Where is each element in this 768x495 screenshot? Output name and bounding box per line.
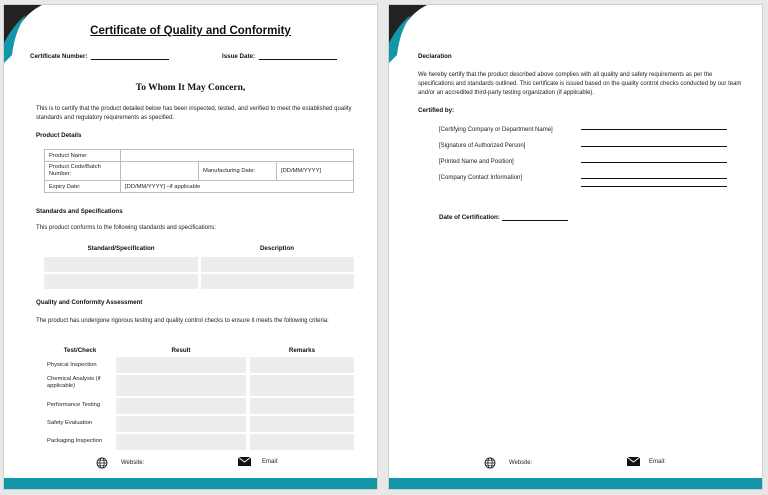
qa-result-cell[interactable] bbox=[116, 416, 246, 432]
declaration-text: We hereby certify that the product described above complies with all quality and safety requirements as per the specifications and standards outlined. This certificate is issued based on the quality control checks conducted by our team and/or an accredited third-party testing organization (if applicable). bbox=[418, 72, 742, 96]
expiry-date-label: Expiry Date: bbox=[45, 181, 121, 193]
issue-date-field bbox=[222, 52, 337, 60]
standards-col-description: Description bbox=[259, 245, 295, 252]
qa-heading: Quality and Conformity Assessment bbox=[36, 299, 143, 306]
qa-result-cell[interactable] bbox=[116, 398, 246, 414]
issue-date-line[interactable] bbox=[259, 52, 337, 60]
page-footer bbox=[4, 457, 377, 471]
email-label: Email: bbox=[262, 458, 279, 465]
date-of-certification-field bbox=[439, 213, 568, 221]
product-code-value[interactable] bbox=[121, 162, 199, 181]
qa-row bbox=[44, 375, 354, 396]
printed-name-line[interactable] bbox=[581, 162, 727, 163]
standards-cell[interactable] bbox=[44, 274, 198, 289]
footer-website bbox=[484, 457, 532, 469]
certificate-page-1 bbox=[3, 4, 378, 490]
issue-date-label: Issue Date: bbox=[222, 53, 256, 60]
qa-row-label: Safety Evaluation bbox=[47, 420, 93, 426]
product-code-label: Product Code/Batch Number: bbox=[45, 162, 121, 181]
qa-row-label: Performance Testing bbox=[47, 402, 101, 408]
intro-paragraph: This is to certify that the product detailed below has been inspected, tested, and verified to meet the established quality standards and regulatory requirements as specified. bbox=[36, 106, 352, 121]
product-details-table bbox=[44, 149, 354, 193]
envelope-icon bbox=[627, 457, 640, 466]
signature-label: [Signature of Authorized Person] bbox=[439, 143, 526, 149]
qa-remarks-cell[interactable] bbox=[250, 434, 354, 450]
footer-accent-bar bbox=[389, 478, 762, 489]
qa-text: The product has undergone rigorous testing and quality control checks to ensure it meets the following criteria: bbox=[36, 318, 329, 324]
qa-result-cell[interactable] bbox=[116, 434, 246, 450]
qa-row bbox=[44, 416, 354, 432]
qa-result-cell[interactable] bbox=[116, 357, 246, 373]
qa-remarks-cell[interactable] bbox=[250, 398, 354, 414]
standards-heading: Standards and Specifications bbox=[36, 208, 123, 215]
certificate-number-field bbox=[30, 52, 169, 60]
qa-col-remarks: Remarks bbox=[288, 347, 316, 354]
salutation: To Whom It May Concern, bbox=[135, 83, 246, 93]
qa-row-label: Physical Inspection bbox=[47, 362, 97, 368]
product-details-heading: Product Details bbox=[36, 132, 82, 139]
footer-email bbox=[238, 457, 279, 466]
standards-cell[interactable] bbox=[44, 257, 198, 272]
product-name-label: Product Name: bbox=[45, 150, 121, 162]
qa-col-result: Result bbox=[171, 347, 191, 354]
page-footer bbox=[389, 457, 762, 471]
certificate-page-2 bbox=[388, 4, 763, 490]
product-name-value[interactable] bbox=[121, 150, 354, 162]
qa-remarks-cell[interactable] bbox=[250, 416, 354, 432]
globe-icon bbox=[96, 457, 108, 469]
certified-by-label: Certified by: bbox=[418, 107, 455, 114]
envelope-icon bbox=[238, 457, 251, 466]
standards-text: This product conforms to the following standards and specifications: bbox=[36, 225, 217, 231]
qa-remarks-cell[interactable] bbox=[250, 357, 354, 373]
certifying-company-label: [Certifying Company or Department Name] bbox=[439, 127, 553, 133]
expiry-date-value[interactable]: [DD/MM/YYYY] –if applicable bbox=[121, 181, 354, 193]
footer-email bbox=[627, 457, 666, 466]
standards-col-standard: Standard/Specification bbox=[87, 245, 155, 252]
qa-row-label: Packaging Inspection bbox=[47, 438, 103, 444]
signature-line[interactable] bbox=[581, 146, 727, 147]
date-of-certification-line[interactable] bbox=[502, 213, 568, 221]
manufacturing-date-value[interactable]: [DD/MM/YYYY] bbox=[277, 162, 354, 181]
qa-remarks-cell[interactable] bbox=[250, 375, 354, 396]
certificate-number-line[interactable] bbox=[91, 52, 169, 60]
certificate-title: Certificate of Quality and Conformity bbox=[90, 25, 291, 37]
qa-row-label: Chemical Analysis (if applicable) bbox=[47, 376, 101, 389]
certifying-company-line[interactable] bbox=[581, 129, 727, 130]
certificate-number-label: Certificate Number: bbox=[30, 53, 88, 60]
company-contact-line[interactable] bbox=[581, 178, 727, 179]
declaration-heading: Declaration bbox=[418, 53, 452, 60]
standards-cell[interactable] bbox=[201, 257, 354, 272]
company-contact-label: [Company Contact Information] bbox=[439, 175, 523, 181]
standards-cell[interactable] bbox=[201, 274, 354, 289]
website-label: Website: bbox=[121, 460, 145, 466]
qa-row bbox=[44, 398, 354, 414]
table-row bbox=[45, 181, 354, 193]
globe-icon bbox=[484, 457, 496, 469]
qa-row bbox=[44, 357, 354, 373]
qa-result-cell[interactable] bbox=[116, 375, 246, 396]
extra-line[interactable] bbox=[581, 186, 727, 187]
table-row bbox=[45, 162, 354, 181]
manufacturing-date-label: Manufacturing Date: bbox=[199, 162, 277, 181]
table-row bbox=[45, 150, 354, 162]
website-label: Website: bbox=[509, 460, 533, 466]
qa-col-test: Test/Check bbox=[63, 347, 97, 354]
footer-website bbox=[96, 457, 144, 469]
email-label: Email: bbox=[649, 458, 666, 465]
date-of-certification-label: Date of Certification: bbox=[439, 214, 500, 221]
printed-name-label: [Printed Name and Position] bbox=[439, 159, 514, 165]
footer-accent-bar bbox=[4, 478, 377, 489]
qa-row bbox=[44, 434, 354, 450]
